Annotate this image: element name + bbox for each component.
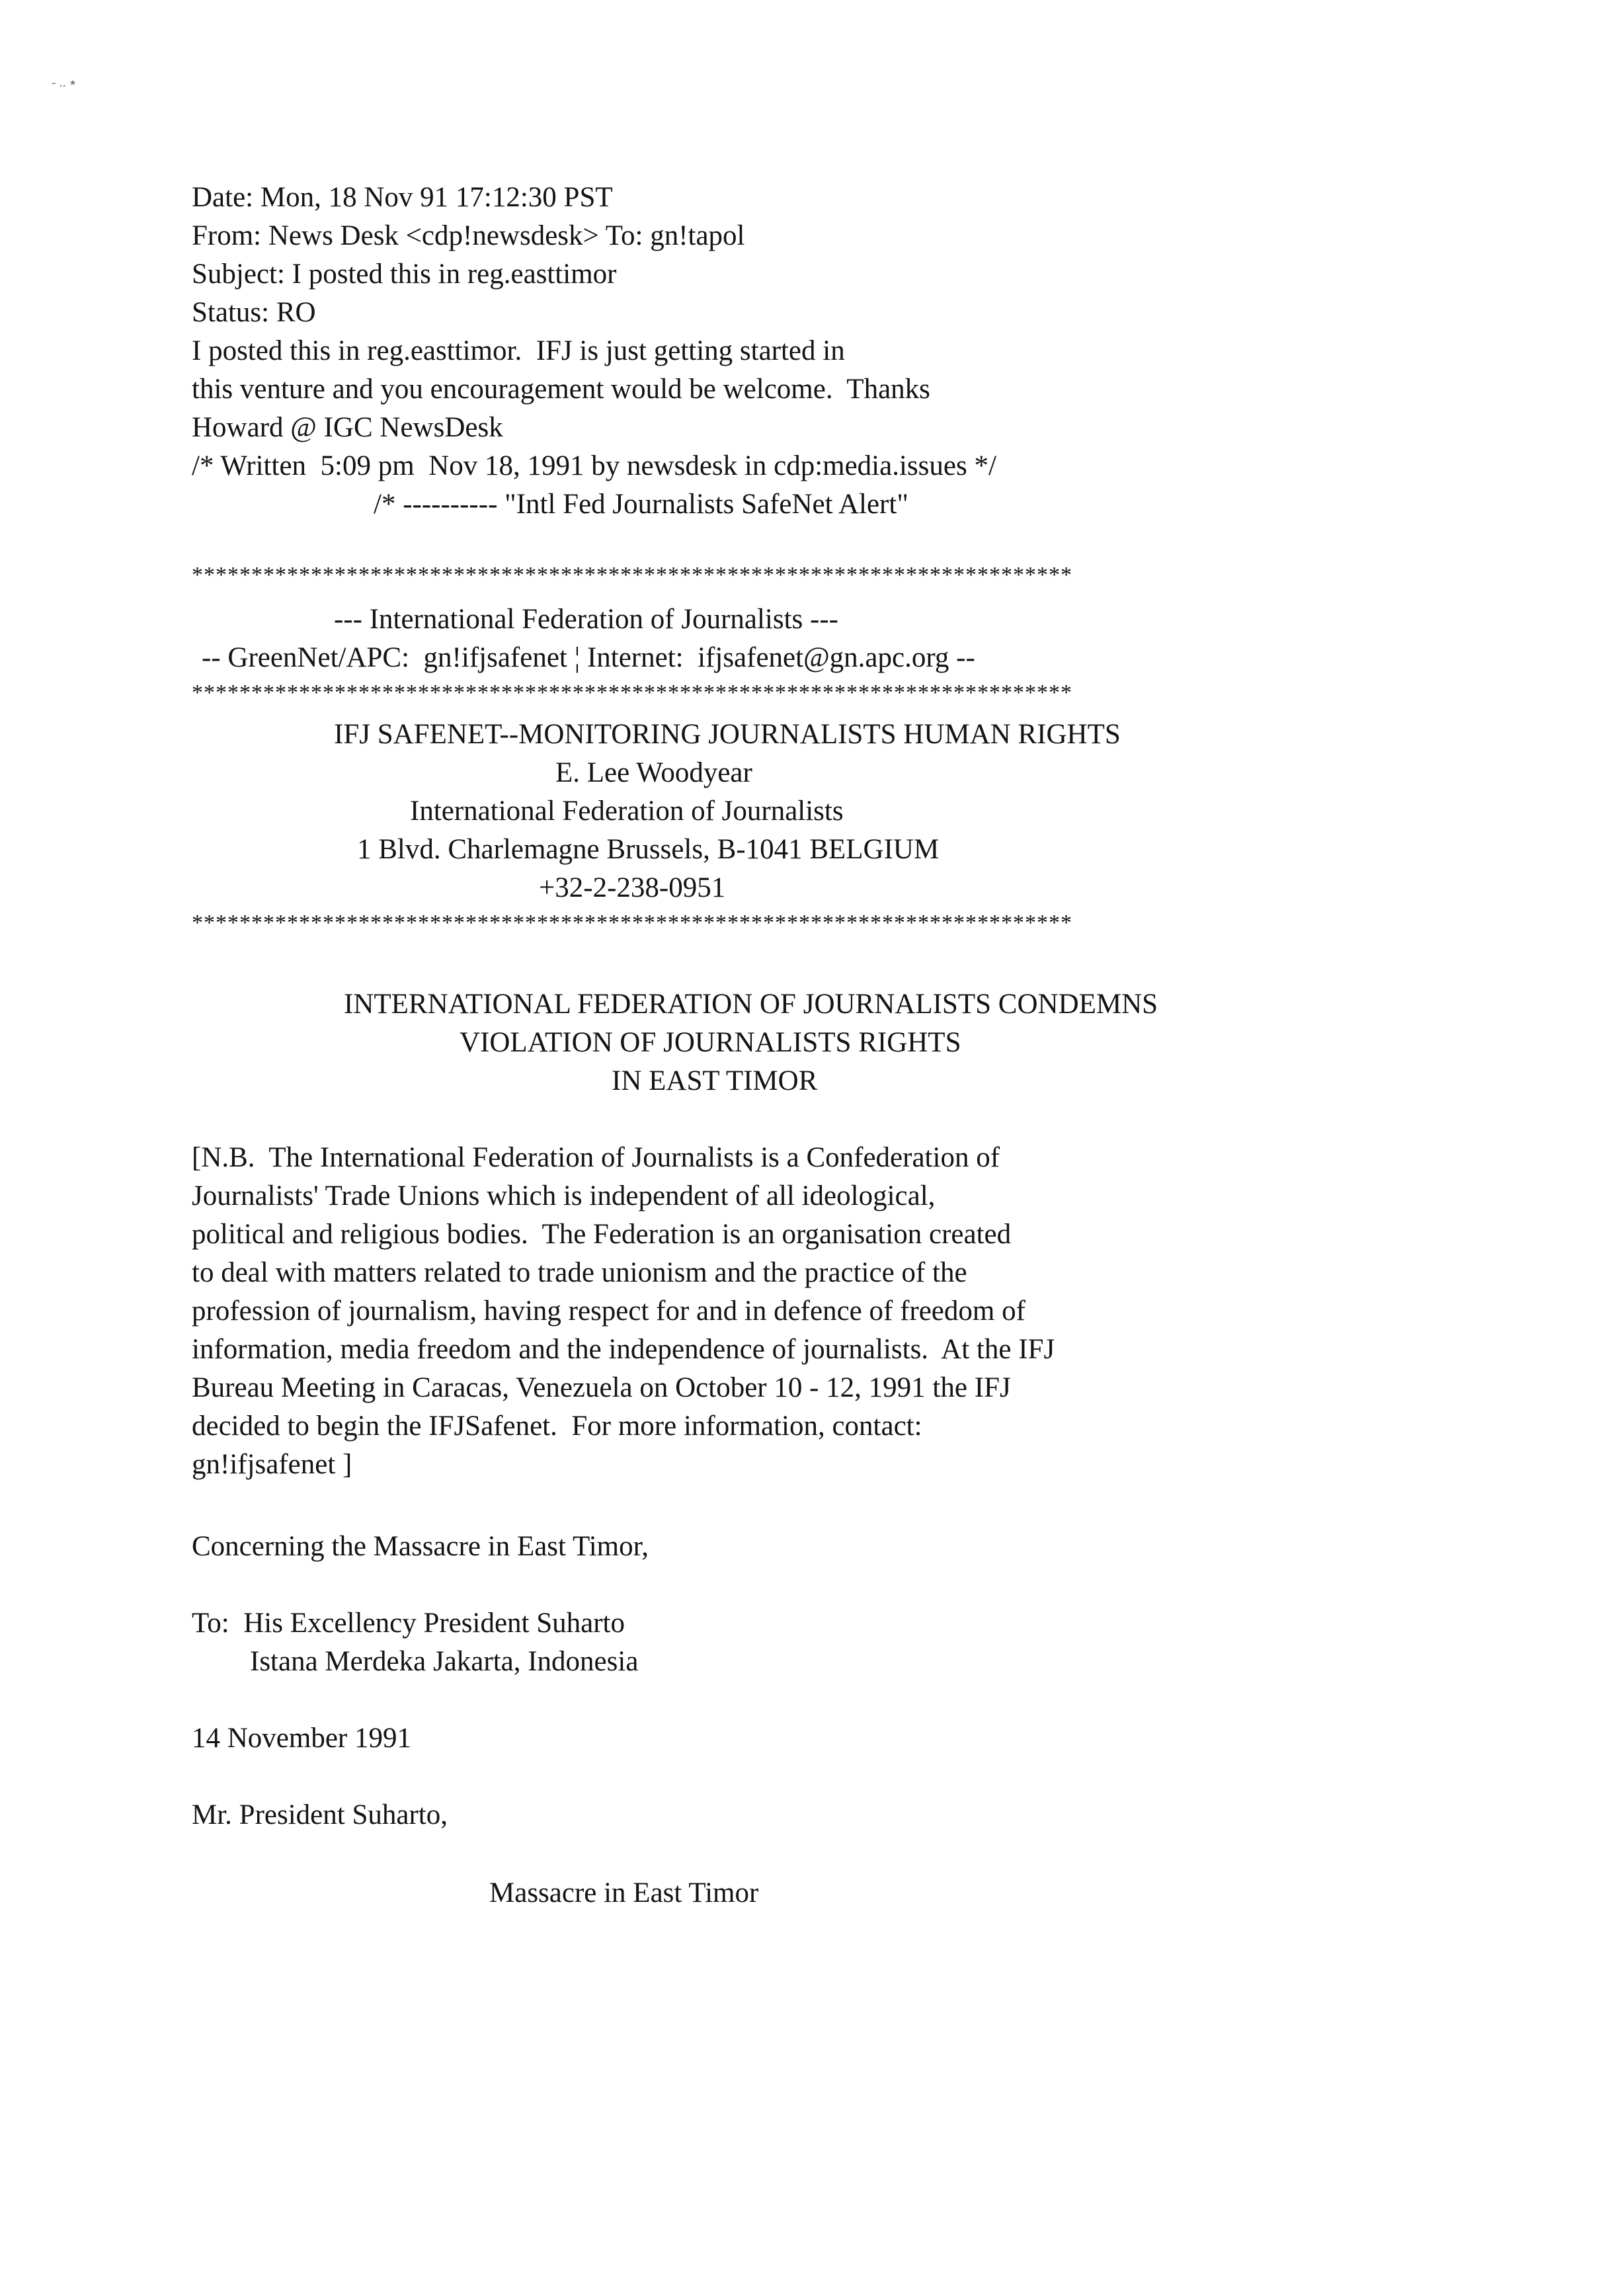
intro-line: /* Written 5:09 pm Nov 18, 1991 by newsdesk in cdp:media.issues */ xyxy=(192,450,996,481)
letter-recipient-address: Istana Merdeka Jakarta, Indonesia xyxy=(250,1646,639,1677)
intro-line: I posted this in reg.easttimor. IFJ is just getting started in xyxy=(192,335,845,366)
header-subject: Subject: I posted this in reg.easttimor xyxy=(192,259,617,290)
letter-date: 14 November 1991 xyxy=(192,1723,411,1754)
letter-concerning: Concerning the Massacre in East Timor, xyxy=(192,1531,649,1562)
address-org: International Federation of Journalists xyxy=(410,796,844,827)
address-street: 1 Blvd. Charlemagne Brussels, B-1041 BELGIUM xyxy=(357,834,940,865)
note-line: profession of journalism, having respect for and in defence of freedom of xyxy=(192,1295,1025,1327)
banner-line: --- International Federation of Journalists --- xyxy=(334,604,838,635)
separator-line: ************************************************************************** xyxy=(192,680,1072,705)
banner-line: -- GreenNet/APC: gn!ifjsafenet ¦ Internet: ifjsafenet@gn.apc.org -- xyxy=(202,642,975,673)
header-from: From: News Desk <cdp!newsdesk> To: gn!tapol xyxy=(192,220,745,251)
header-status: Status: RO xyxy=(192,297,316,328)
header-date: Date: Mon, 18 Nov 91 17:12:30 PST xyxy=(192,182,613,213)
note-line: to deal with matters related to trade unionism and the practice of the xyxy=(192,1257,967,1288)
separator-line: ************************************************************************** xyxy=(192,911,1072,935)
intro-line: /* ---------- "Intl Fed Journalists SafeNet Alert" xyxy=(374,489,908,520)
note-line: Bureau Meeting in Caracas, Venezuela on October 10 - 12, 1991 the IFJ xyxy=(192,1372,1011,1403)
separator-line: ************************************************************************** xyxy=(192,563,1072,587)
note-line: decided to begin the IFJSafenet. For more information, contact: xyxy=(192,1411,922,1442)
headline-line: IN EAST TIMOR xyxy=(612,1065,818,1096)
note-line: gn!ifjsafenet ] xyxy=(192,1449,352,1480)
note-line: information, media freedom and the independence of journalists. At the IFJ xyxy=(192,1334,1055,1365)
letter-recipient: To: His Excellency President Suharto xyxy=(192,1608,625,1639)
address-title: IFJ SAFENET--MONITORING JOURNALISTS HUMAN RIGHTS xyxy=(334,719,1121,750)
intro-line: this venture and you encouragement would be welcome. Thanks xyxy=(192,374,930,405)
note-line: [N.B. The International Federation of Journalists is a Confederation of xyxy=(192,1142,1000,1173)
letter-salutation: Mr. President Suharto, xyxy=(192,1799,448,1830)
address-phone: +32-2-238-0951 xyxy=(539,872,726,903)
note-line: Journalists' Trade Unions which is independent of all ideological, xyxy=(192,1180,936,1211)
letter-subject: Massacre in East Timor xyxy=(489,1877,759,1908)
headline-line: VIOLATION OF JOURNALISTS RIGHTS xyxy=(460,1027,961,1058)
note-line: political and religious bodies. The Federation is an organisation created xyxy=(192,1219,1012,1250)
address-name: E. Lee Woodyear xyxy=(555,757,752,788)
intro-line: Howard @ IGC NewsDesk xyxy=(192,412,503,443)
headline-line: INTERNATIONAL FEDERATION OF JOURNALISTS CONDEMNS xyxy=(344,989,1158,1020)
scan-mark: - .. ٭ xyxy=(52,75,77,90)
